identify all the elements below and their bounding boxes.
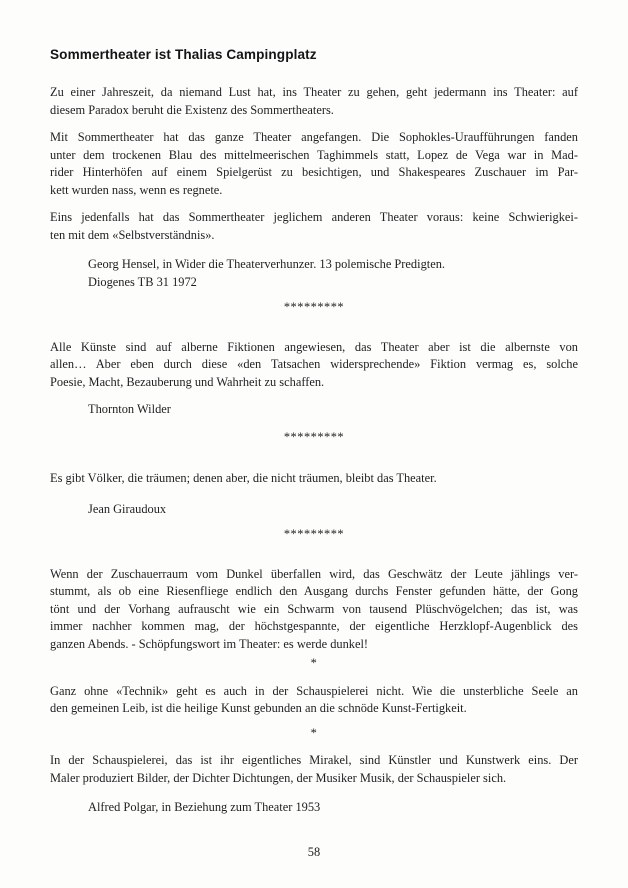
- asterisk-separator-small: *: [310, 656, 318, 670]
- text-line: Es gibt Völker, die träumen; denen aber, die nicht träumen, bleibt das Theater.: [50, 471, 437, 485]
- page-number: 58: [307, 844, 321, 859]
- paragraph: [50, 683, 578, 718]
- attribution-line: Thornton Wilder: [88, 402, 171, 416]
- text-line: Alle Künste sind auf alberne Fiktionen angewiesen, das Theater aber ist die albernste von: [50, 339, 578, 354]
- paragraph: [50, 339, 578, 392]
- text-line: diesem Paradox beruht die Existenz des Sommertheaters.: [50, 102, 334, 117]
- text-line: Eins jedenfalls hat das Sommertheater jeglichem anderen Theater voraus: keine Schwierigkei-: [50, 210, 578, 224]
- page-title: Sommertheater ist Thalias Campingplatz: [50, 47, 317, 62]
- text-line: Wenn der Zuschauerraum vom Dunkel überfallen wird, das Geschwätz der Leute jählings ver-: [50, 566, 578, 581]
- asterisk-separator: *********: [283, 429, 345, 444]
- attribution-line: Georg Hensel, in Wider die Theaterverhunzer. 13 polemische Predigten.: [88, 257, 445, 271]
- text-line: rider Hinterhöfen auf einem Spielgerüst zu besichtigen, und Shakespeares Zuschauer im Par-: [50, 165, 578, 179]
- text-line: Ganz ohne «Technik» geht es auch in der Schauspielerei nicht. Wie die unsterbliche Seele an: [50, 683, 578, 698]
- text-line: Zu einer Jahreszeit, da niemand Lust hat, ins Theater zu gehen, geht jedermann ins Theater: auf: [50, 85, 578, 99]
- attribution-line: Alfred Polgar, in Beziehung zum Theater 1953: [88, 800, 321, 814]
- text-line: ganzen Abends. - Schöpfungswort im Theater: es werde dunkel!: [50, 636, 369, 651]
- text-line: immer nachher kommen mag, der höchstgespannte, der eigentliche Herzklopf-Augenblick des: [50, 619, 578, 633]
- text-line: den gemeinen Leib, ist die heilige Kunst gebunden an die schnöde Kunst-Fertigkeit.: [50, 701, 467, 715]
- text-line: ten mit dem «Selbstverständnis».: [50, 227, 215, 242]
- paragraph: [50, 752, 578, 787]
- asterisk-separator: *********: [283, 527, 345, 541]
- attribution: [50, 501, 578, 519]
- text-line: In der Schauspielerei, das ist ihr eigentliches Mirakel, sind Künstler und Kunstwerk eins. Der: [50, 753, 578, 767]
- text-line: unter dem trockenen Blau des mittelmeerischen Taghimmels statt, Lopez de Vega war in Mad-: [50, 147, 578, 162]
- paragraph: [50, 470, 578, 488]
- text-line: Mit Sommertheater hat das ganze Theater angefangen. Die Sophokles-Uraufführungen fanden: [50, 130, 578, 144]
- text-line: stummt, als ob eine Riesenfliege endlich den Ausgang durchs Fenster gefunden hätte, der Gong: [50, 584, 578, 598]
- text-line: Poesie, Macht, Bezauberung und Wahrheit zu schaffen.: [50, 374, 325, 389]
- paragraph: [50, 84, 578, 119]
- attribution: [50, 256, 578, 291]
- asterisk-separator-small: *: [310, 725, 318, 740]
- attribution-line: Jean Giraudoux: [88, 501, 167, 516]
- attribution: [50, 799, 578, 817]
- asterisk-separator: *********: [283, 300, 345, 314]
- text-line: kett wurden nass, wenn es regnete.: [50, 182, 223, 197]
- attribution: [50, 401, 578, 419]
- text-line: tönt und der Vorhang aufrauscht wie ein Schwarm von tausend Plüschvögelchen; das ist, was: [50, 601, 578, 616]
- text-line: Maler produziert Bilder, der Dichter Dichtungen, der Musiker Musik, der Schauspieler sich.: [50, 770, 507, 785]
- text-line: allen… Aber eben durch diese «den Tatsachen widersprechende» Fiktion vermag es, solche: [50, 357, 578, 371]
- paragraph: [50, 209, 578, 244]
- paragraph: [50, 566, 578, 654]
- paragraph: [50, 129, 578, 199]
- attribution-line: Diogenes TB 31 1972: [88, 274, 197, 289]
